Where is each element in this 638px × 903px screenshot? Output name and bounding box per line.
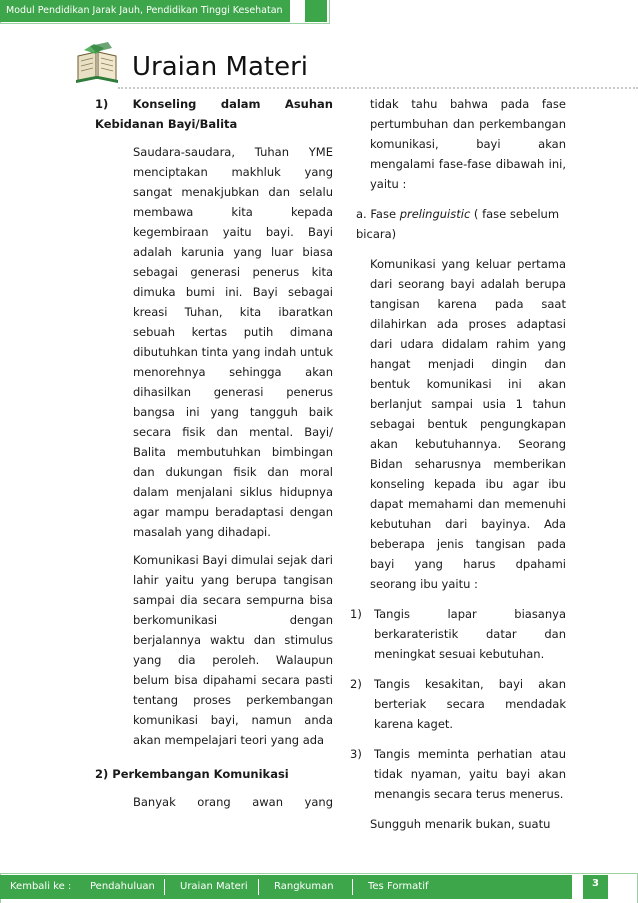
back-label: Kembali ke :: [10, 881, 72, 892]
page-number: 3: [583, 875, 608, 899]
cry-types-list: [350, 604, 566, 804]
nav-divider: [352, 879, 353, 895]
list-item: [350, 604, 566, 664]
page-title: Uraian Materi: [132, 52, 309, 82]
subsection-term: prelinguistic: [399, 207, 471, 221]
list-text: Tangis kesakitan, bayi akan berteriak secara mendadak karena kaget.: [374, 677, 566, 731]
subsection-heading: [356, 204, 566, 244]
list-item: [350, 744, 566, 804]
paragraph: tidak tahu bahwa pada fase pertumbuhan dan perkembangan komunikasi, bayi akan mengalami fase-fase dibawah ini, yaitu :: [370, 97, 566, 191]
list-number: 3): [350, 747, 362, 761]
nav-link-rangkuman[interactable]: Rangkuman: [274, 881, 334, 892]
module-title-bar: [0, 0, 290, 22]
paragraph: Komunikasi Bayi dimulai sejak dari lahir yaitu yang berupa tangisan sampai dia secara sempurna bisa berkomunikasi dengan berjalannya waktu dan stimulus yang dia peroleh. Walaupun belum bisa dipahami secara pasti tentang proses perkembangan komunikasi bayi, namun anda akan mempelajari teori yang ada: [133, 553, 333, 747]
nav-divider: [164, 879, 165, 895]
section-heading-konseling: 1) Konseling dalam Asuhan Kebidanan Bayi/Balita: [95, 97, 333, 131]
nav-link-tes-formatif[interactable]: Tes Formatif: [368, 881, 429, 892]
section-heading-perkembangan: 2) Perkembangan Komunikasi: [95, 767, 289, 781]
paragraph: Sungguh menarik bukan, suatu: [370, 817, 551, 831]
list-text: Tangis lapar biasanya berkarateristik datar dan meningkat sesuai kebutuhan.: [374, 607, 566, 661]
footer-nav-bar: [0, 875, 572, 899]
header-accent-block: [305, 0, 327, 22]
subsection-prefix: a. Fase: [356, 207, 400, 221]
title-divider: [118, 87, 638, 89]
list-number: 2): [350, 677, 362, 691]
paragraph: Banyak orang awan yang: [133, 795, 333, 809]
list-text: Tangis meminta perhatian atau tidak nyaman, yaitu bayi akan menangis secara terus menerus.: [374, 747, 566, 801]
paragraph: Komunikasi yang keluar pertama dari seorang bayi adalah berupa tangisan karena pada saat dilahirkan ada proses adaptasi dari udara didalam rahim yang hangat menjadi dingin dan bentuk komunikasi ini akan berlanjut sampai usia 1 tahun sebagai bentuk pengungkapan akan kebutuhannya. Seorang Bidan seharusnya memberikan konseling kepada ibu agar ibu dapat memahami dan memenuhi kebutuhan dari bayinya. Ada beberapa jenis tangisan pada bayi yang harus dpahami seorang ibu yaitu :: [370, 257, 566, 591]
paragraph: Saudara-saudara, Tuhan YME menciptakan makhluk yang sangat menakjubkan dan selalu membawa kita kepada kegembiraan yaitu bayi. Bayi adalah karunia yang luar biasa sebagai generasi penerus kita dimuka bumi ini. Bayi sebagai kreasi Tuhan, kita ibaratkan sebuah kertas putih dimana dibutuhkan tinta yang indah untuk menorehnya sehingga akan dihasilkan generasi penerus bangsa ini yang tangguh baik secara fisik dan mental. Bayi/ Balita membutuhkan bimbingan dan dukungan fisik dan moral dalam menjalani siklus hidupnya agar mampu beradaptasi dengan masalah yang dihadapi.: [133, 145, 333, 539]
nav-link-uraian-materi[interactable]: Uraian Materi: [180, 881, 248, 892]
list-number: 1): [350, 607, 362, 621]
nav-divider: [258, 879, 259, 895]
left-column: [95, 94, 333, 812]
open-book-icon: [74, 42, 120, 84]
nav-link-pendahuluan[interactable]: Pendahuluan: [90, 881, 155, 892]
subsection-suffix: ( fase sebelum bicara): [356, 207, 560, 241]
right-column: [350, 94, 566, 834]
module-title: Modul Pendidikan Jarak Jauh, Pendidikan Tinggi Kesehatan: [6, 5, 283, 16]
list-item: [350, 674, 566, 734]
